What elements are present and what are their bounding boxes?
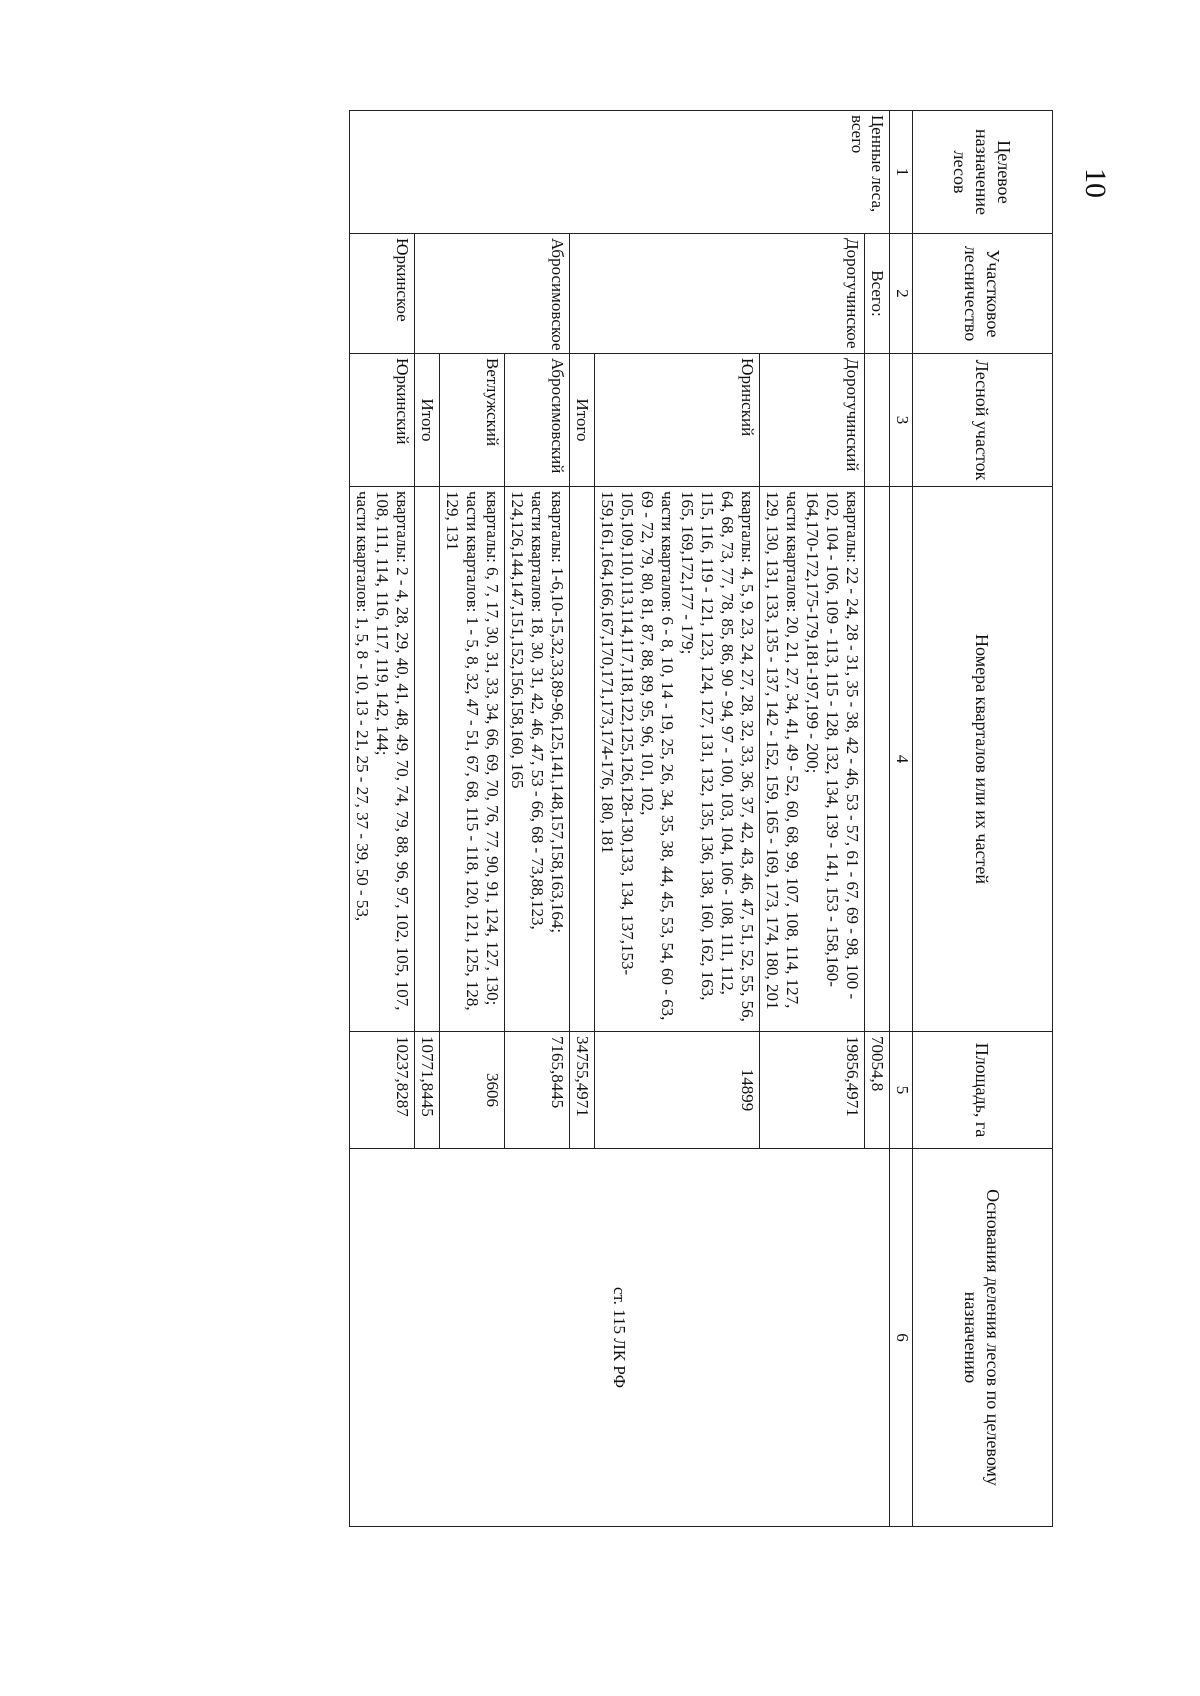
chasti-text: части кварталов: 1 - 5, 8, 32, 47 - 51, 67, 68, 115 - 118, 120, 121, 125, 128, 129, 131 xyxy=(443,491,482,1011)
area-cell: 14899 xyxy=(595,1032,760,1149)
column-number: 4 xyxy=(890,487,913,1032)
empty-cell xyxy=(570,487,595,1032)
uchastok-cell: Абросимовский xyxy=(505,354,570,487)
itogo-area: 10771,8445 xyxy=(415,1032,440,1149)
header-kvartaly: Номера кварталов или их частей xyxy=(913,487,1053,1032)
kvartaly-cell xyxy=(760,487,865,1032)
header-purpose: Целевое назначение лесов xyxy=(913,111,1053,234)
lesnichestvo-cell: Дорогучинское xyxy=(570,234,865,354)
uchastok-cell: Ветлужский xyxy=(440,354,505,487)
area-cell: 10237,8287 xyxy=(350,1032,415,1149)
rotated-table-container xyxy=(207,110,1053,1526)
forest-purpose-table xyxy=(349,110,1053,1527)
itogo-label: Итого xyxy=(570,354,595,487)
area-cell: 19856,4971 xyxy=(760,1032,865,1149)
header-area: Площадь, га xyxy=(913,1032,1053,1149)
kvartaly-text: кварталы: 1-6,10-15,32,33,89-96,125,141,148,157,158,163,164; xyxy=(548,491,567,934)
column-number: 3 xyxy=(890,354,913,487)
column-number: 1 xyxy=(890,111,913,234)
chasti-text: части кварталов: 1, 5, 8 - 10, 13 - 21, 25 - 27, 37 - 39, 50 - 53, xyxy=(353,491,372,922)
empty-cell xyxy=(865,487,890,1032)
itogo-area: 34755,4971 xyxy=(570,1032,595,1149)
page-number: 10 xyxy=(1079,168,1112,198)
kvartaly-cell xyxy=(595,487,760,1032)
kvartaly-text: кварталы: 4, 5, 9, 23, 24, 27, 28, 32, 33, 36, 37, 42, 43, 46, 47, 51, 52, 55, 56, 64, 68, 73, 77, 78, 85, 86, 90 - 94, 97 - 100, 103, 104, 106 - 108, 111, 112, 115, 116, 119 - 121, 123, 124, 127, 131, 132, 135, 136, 138, 160, 162, 163, 165, 169,172,177 - 179; xyxy=(678,491,757,1022)
column-number: 2 xyxy=(890,234,913,354)
uchastok-cell: Дорогучинский xyxy=(760,354,865,487)
empty-cell xyxy=(865,354,890,487)
kvartaly-text: кварталы: 2 - 4, 28, 29, 40, 41, 48, 49, 70, 74, 79, 88, 96, 97, 102, 105, 107, 108, 111, 114, 116, 117, 119, 142, 144; xyxy=(373,491,412,1011)
area-cell: 3606 xyxy=(440,1032,505,1149)
purpose-cell: Ценные леса, всего xyxy=(350,111,890,234)
header-basis: Основания деления лесов по целевому назначению xyxy=(913,1149,1053,1527)
uchastok-cell: Юркинский xyxy=(350,354,415,487)
header-lesnichestvo: Участковое лесничество xyxy=(913,234,1053,354)
chasti-text: части кварталов: 18, 30, 31, 42, 46, 47, 53 - 66, 68 - 73,88,123, 124,126,144,147,151,152,156,158,160, 165 xyxy=(508,491,547,930)
column-numbers-row xyxy=(890,111,913,1527)
column-number: 6 xyxy=(890,1149,913,1527)
chasti-text: части кварталов: 6 - 8, 10, 14 - 19, 25, 26, 34, 35, 38, 44, 45, 53, 54, 60 - 63, 69 - 72, 79, 80, 81, 87, 88, 89, 95, 96, 101, 102, 105,109,110,113,114,117,118,122,125,126,128-130,133, 134, 137,153-159,161,164,166,167,170,171,173,174-176, 180, 181 xyxy=(598,491,677,1021)
empty-cell xyxy=(415,487,440,1032)
itogo-label: Итого xyxy=(415,354,440,487)
basis-cell: ст. 115 ЛК РФ xyxy=(350,1149,890,1527)
uchastok-cell: Юринский xyxy=(595,354,760,487)
kvartaly-cell xyxy=(350,487,415,1032)
kvartaly-text: кварталы: 6, 7, 17, 30, 31, 33, 34, 66, 69, 70, 76, 77, 90, 91, 124, 127, 130; xyxy=(483,491,502,1006)
area-cell: 7165,8445 xyxy=(505,1032,570,1149)
total-label: Всего: xyxy=(865,234,890,354)
header-row xyxy=(913,111,1053,1527)
column-number: 5 xyxy=(890,1032,913,1149)
total-row xyxy=(865,111,890,1527)
kvartaly-cell xyxy=(440,487,505,1032)
kvartaly-cell xyxy=(505,487,570,1032)
header-uchastok: Лесной участок xyxy=(913,354,1053,487)
total-area: 70054,8 xyxy=(865,1032,890,1149)
kvartaly-text: кварталы: 22 - 24, 28 - 31, 35 - 38, 42 - 46, 53 - 57, 61 - 67, 69 - 98, 100 - 102, 104 - 106, 109 - 113, 115 - 128, 132, 134, 139 - 141, 153 - 158,160-164,170-172,175-179,181-197,199 - 200; xyxy=(803,491,862,1000)
lesnichestvo-cell: Юркинское xyxy=(350,234,415,354)
lesnichestvo-cell: Абросимовское xyxy=(415,234,570,354)
chasti-text: части кварталов: 20, 21, 27, 34, 41, 49 - 52, 60, 68, 99, 107, 108, 114, 127, 129, 130, 131, 133, 135 - 137, 142 - 152, 159, 165 - 169, 173, 174, 180, 201 xyxy=(763,491,802,1010)
